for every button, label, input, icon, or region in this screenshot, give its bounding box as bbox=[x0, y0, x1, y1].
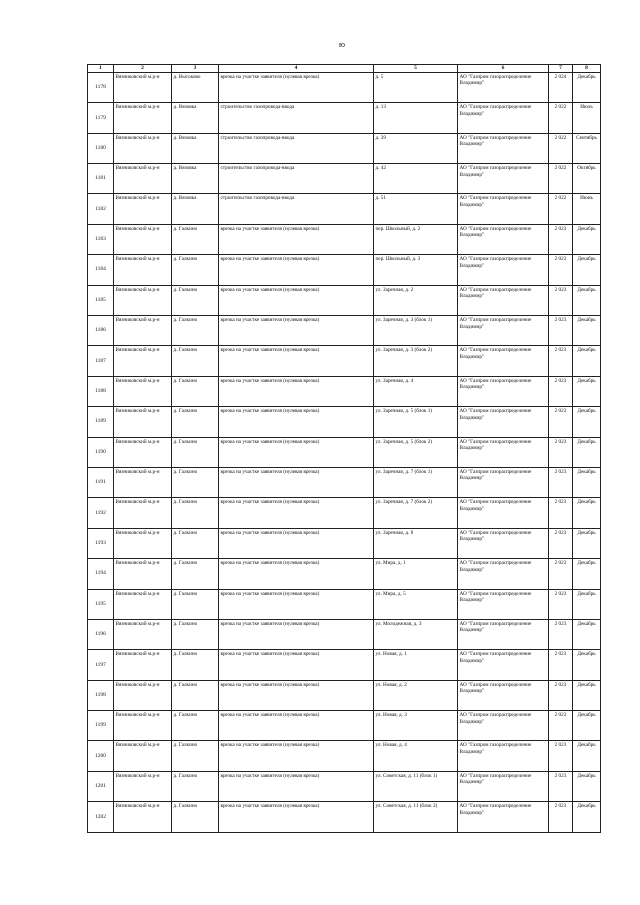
row-number-cell: 1179 bbox=[88, 103, 114, 133]
district-cell: Вязниковский м.р-н bbox=[114, 103, 172, 133]
locality-cell: д. Высоково bbox=[172, 72, 219, 102]
year-cell: 2 023 bbox=[549, 437, 573, 467]
locality-cell: д. Галкино bbox=[172, 437, 219, 467]
table-body bbox=[88, 72, 601, 832]
work-type-cell: врезка на участке заявителя (нулевая врезка) bbox=[219, 285, 374, 315]
locality-cell: д. Галкино bbox=[172, 285, 219, 315]
work-type-cell: врезка на участке заявителя (нулевая врезка) bbox=[219, 711, 374, 741]
table-row bbox=[88, 650, 601, 680]
table-row bbox=[88, 224, 601, 254]
address-cell: ул. Заречная, д. 4 bbox=[374, 376, 458, 406]
header-row bbox=[88, 65, 601, 73]
locality-cell: д. Галкино bbox=[172, 711, 219, 741]
address-cell: ул. Мира, д. 5 bbox=[374, 589, 458, 619]
table-row bbox=[88, 741, 601, 771]
address-cell: ул. Заречная, д. 2 bbox=[374, 285, 458, 315]
address-cell: ул. Новая, д. 4 bbox=[374, 741, 458, 771]
address-cell: ул. Новая, д. 3 bbox=[374, 711, 458, 741]
header-cell: 5 bbox=[374, 65, 458, 73]
address-cell: ул. Заречная, д. 8 bbox=[374, 528, 458, 558]
district-cell: Вязниковский м.р-н bbox=[114, 711, 172, 741]
organization-cell: АО "Газпром газораспределение Владимир" bbox=[458, 224, 549, 254]
month-cell: Декабрь bbox=[573, 498, 601, 528]
row-number-cell: 1196 bbox=[88, 619, 114, 649]
address-cell: ул. Новая, д. 2 bbox=[374, 680, 458, 710]
header-cell: 6 bbox=[458, 65, 549, 73]
month-cell: Октябрь bbox=[573, 164, 601, 194]
year-cell: 2 022 bbox=[549, 103, 573, 133]
year-cell: 2 024 bbox=[549, 72, 573, 102]
month-cell: Декабрь bbox=[573, 741, 601, 771]
district-cell: Вязниковский м.р-н bbox=[114, 72, 172, 102]
address-cell: д. 5 bbox=[374, 72, 458, 102]
year-cell: 2 023 bbox=[549, 802, 573, 832]
month-cell: Декабрь bbox=[573, 619, 601, 649]
header-cell: 8 bbox=[573, 65, 601, 73]
table-row bbox=[88, 437, 601, 467]
work-type-cell: врезка на участке заявителя (нулевая врезка) bbox=[219, 316, 374, 346]
table-row bbox=[88, 528, 601, 558]
organization-cell: АО "Газпром газораспределение Владимир" bbox=[458, 711, 549, 741]
district-cell: Вязниковский м.р-н bbox=[114, 407, 172, 437]
district-cell: Вязниковский м.р-н bbox=[114, 255, 172, 285]
year-cell: 2 023 bbox=[549, 224, 573, 254]
work-type-cell: врезка на участке заявителя (нулевая врезка) bbox=[219, 680, 374, 710]
row-number-cell: 1189 bbox=[88, 407, 114, 437]
year-cell: 2 023 bbox=[549, 650, 573, 680]
locality-cell: д. Галкино bbox=[172, 346, 219, 376]
address-cell: ул. Заречная, д. 5 (блок 2) bbox=[374, 437, 458, 467]
district-cell: Вязниковский м.р-н bbox=[114, 194, 172, 224]
organization-cell: АО "Газпром газораспределение Владимир" bbox=[458, 194, 549, 224]
work-type-cell: строительство газопровода-ввода bbox=[219, 194, 374, 224]
work-type-cell: врезка на участке заявителя (нулевая врезка) bbox=[219, 589, 374, 619]
locality-cell: д. Галкино bbox=[172, 741, 219, 771]
table-row bbox=[88, 619, 601, 649]
locality-cell: д. Вязовка bbox=[172, 103, 219, 133]
locality-cell: д. Галкино bbox=[172, 589, 219, 619]
address-cell: ул. Мира, д. 1 bbox=[374, 559, 458, 589]
work-type-cell: врезка на участке заявителя (нулевая врезка) bbox=[219, 255, 374, 285]
header-cell: 4 bbox=[219, 65, 374, 73]
table-row bbox=[88, 194, 601, 224]
row-number-cell: 1187 bbox=[88, 346, 114, 376]
year-cell: 2 023 bbox=[549, 711, 573, 741]
address-cell: ул. Новая, д. 1 bbox=[374, 650, 458, 680]
address-cell: ул. Заречная, д. 7 (блок 1) bbox=[374, 467, 458, 497]
month-cell: Декабрь bbox=[573, 650, 601, 680]
table-row bbox=[88, 680, 601, 710]
row-number-cell: 1198 bbox=[88, 680, 114, 710]
work-type-cell: врезка на участке заявителя (нулевая врезка) bbox=[219, 650, 374, 680]
month-cell: Декабрь bbox=[573, 680, 601, 710]
locality-cell: д. Галкино bbox=[172, 255, 219, 285]
header-cell: 3 bbox=[172, 65, 219, 73]
locality-cell: д. Галкино bbox=[172, 498, 219, 528]
organization-cell: АО "Газпром газораспределение Владимир" bbox=[458, 164, 549, 194]
year-cell: 2 023 bbox=[549, 528, 573, 558]
work-type-cell: врезка на участке заявителя (нулевая врезка) bbox=[219, 437, 374, 467]
year-cell: 2 023 bbox=[549, 589, 573, 619]
work-type-cell: строительство газопровода-ввода bbox=[219, 164, 374, 194]
table-row bbox=[88, 407, 601, 437]
row-number-cell: 1188 bbox=[88, 376, 114, 406]
table-row bbox=[88, 72, 601, 102]
organization-cell: АО "Газпром газораспределение Владимир" bbox=[458, 741, 549, 771]
row-number-cell: 1190 bbox=[88, 437, 114, 467]
year-cell: 2 023 bbox=[549, 285, 573, 315]
district-cell: Вязниковский м.р-н bbox=[114, 680, 172, 710]
row-number-cell: 1197 bbox=[88, 650, 114, 680]
locality-cell: д. Вязовка bbox=[172, 164, 219, 194]
work-type-cell: врезка на участке заявителя (нулевая врезка) bbox=[219, 224, 374, 254]
year-cell: 2 023 bbox=[549, 467, 573, 497]
month-cell: Декабрь bbox=[573, 285, 601, 315]
work-type-cell: врезка на участке заявителя (нулевая врезка) bbox=[219, 802, 374, 832]
district-cell: Вязниковский м.р-н bbox=[114, 133, 172, 163]
row-number-cell: 1195 bbox=[88, 589, 114, 619]
month-cell: Июль bbox=[573, 103, 601, 133]
organization-cell: АО "Газпром газораспределение Владимир" bbox=[458, 72, 549, 102]
table-row bbox=[88, 711, 601, 741]
organization-cell: АО "Газпром газораспределение Владимир" bbox=[458, 133, 549, 163]
organization-cell: АО "Газпром газораспределение Владимир" bbox=[458, 498, 549, 528]
work-type-cell: врезка на участке заявителя (нулевая врезка) bbox=[219, 498, 374, 528]
year-cell: 2 023 bbox=[549, 619, 573, 649]
district-cell: Вязниковский м.р-н bbox=[114, 316, 172, 346]
year-cell: 2 022 bbox=[549, 133, 573, 163]
work-type-cell: врезка на участке заявителя (нулевая врезка) bbox=[219, 346, 374, 376]
organization-cell: АО "Газпром газораспределение Владимир" bbox=[458, 528, 549, 558]
year-cell: 2 023 bbox=[549, 559, 573, 589]
organization-cell: АО "Газпром газораспределение Владимир" bbox=[458, 589, 549, 619]
row-number-cell: 1201 bbox=[88, 771, 114, 801]
table-row bbox=[88, 498, 601, 528]
year-cell: 2 023 bbox=[549, 346, 573, 376]
district-cell: Вязниковский м.р-н bbox=[114, 619, 172, 649]
locality-cell: д. Галкино bbox=[172, 619, 219, 649]
organization-cell: АО "Газпром газораспределение Владимир" bbox=[458, 802, 549, 832]
locality-cell: д. Галкино bbox=[172, 467, 219, 497]
year-cell: 2 023 bbox=[549, 255, 573, 285]
table-row bbox=[88, 133, 601, 163]
district-cell: Вязниковский м.р-н bbox=[114, 559, 172, 589]
table-row bbox=[88, 164, 601, 194]
month-cell: Декабрь bbox=[573, 437, 601, 467]
year-cell: 2 023 bbox=[549, 771, 573, 801]
table-row bbox=[88, 589, 601, 619]
work-type-cell: врезка на участке заявителя (нулевая врезка) bbox=[219, 72, 374, 102]
month-cell: Декабрь bbox=[573, 802, 601, 832]
month-cell: Декабрь bbox=[573, 316, 601, 346]
district-cell: Вязниковский м.р-н bbox=[114, 802, 172, 832]
table-row bbox=[88, 467, 601, 497]
row-number-cell: 1182 bbox=[88, 194, 114, 224]
table-row bbox=[88, 376, 601, 406]
month-cell: Декабрь bbox=[573, 255, 601, 285]
month-cell: Декабрь bbox=[573, 224, 601, 254]
district-cell: Вязниковский м.р-н bbox=[114, 528, 172, 558]
address-cell: д. 51 bbox=[374, 194, 458, 224]
row-number-cell: 1185 bbox=[88, 285, 114, 315]
district-cell: Вязниковский м.р-н bbox=[114, 771, 172, 801]
header-cell: 1 bbox=[88, 65, 114, 73]
month-cell: Декабрь bbox=[573, 589, 601, 619]
work-type-cell: врезка на участке заявителя (нулевая врезка) bbox=[219, 771, 374, 801]
district-cell: Вязниковский м.р-н bbox=[114, 437, 172, 467]
district-cell: Вязниковский м.р-н bbox=[114, 589, 172, 619]
month-cell: Декабрь bbox=[573, 559, 601, 589]
year-cell: 2 023 bbox=[549, 680, 573, 710]
row-number-cell: 1191 bbox=[88, 467, 114, 497]
locality-cell: д. Галкино bbox=[172, 528, 219, 558]
header-cell: 7 bbox=[549, 65, 573, 73]
organization-cell: АО "Газпром газораспределение Владимир" bbox=[458, 346, 549, 376]
organization-cell: АО "Газпром газораспределение Владимир" bbox=[458, 376, 549, 406]
locality-cell: д. Галкино bbox=[172, 650, 219, 680]
work-type-cell: врезка на участке заявителя (нулевая врезка) bbox=[219, 559, 374, 589]
month-cell: Декабрь bbox=[573, 346, 601, 376]
work-type-cell: строительство газопровода-ввода bbox=[219, 133, 374, 163]
row-number-cell: 1180 bbox=[88, 133, 114, 163]
address-cell: ул. Заречная, д. 7 (блок 2) bbox=[374, 498, 458, 528]
table-row bbox=[88, 255, 601, 285]
month-cell: Декабрь bbox=[573, 771, 601, 801]
district-cell: Вязниковский м.р-н bbox=[114, 498, 172, 528]
address-cell: ул. Заречная, д. 3 (блок 1) bbox=[374, 316, 458, 346]
organization-cell: АО "Газпром газораспределение Владимир" bbox=[458, 467, 549, 497]
page-mark: ю bbox=[339, 40, 345, 49]
district-cell: Вязниковский м.р-н bbox=[114, 285, 172, 315]
month-cell: Июнь bbox=[573, 194, 601, 224]
month-cell: Декабрь bbox=[573, 528, 601, 558]
address-cell: д. 39 bbox=[374, 133, 458, 163]
table-row bbox=[88, 559, 601, 589]
month-cell: Декабрь bbox=[573, 407, 601, 437]
table-row bbox=[88, 316, 601, 346]
row-number-cell: 1194 bbox=[88, 559, 114, 589]
locality-cell: д. Галкино bbox=[172, 771, 219, 801]
organization-cell: АО "Газпром газораспределение Владимир" bbox=[458, 103, 549, 133]
address-cell: пер. Школьный, д. 3 bbox=[374, 255, 458, 285]
district-cell: Вязниковский м.р-н bbox=[114, 224, 172, 254]
organization-cell: АО "Газпром газораспределение Владимир" bbox=[458, 316, 549, 346]
year-cell: 2 023 bbox=[549, 407, 573, 437]
row-number-cell: 1200 bbox=[88, 741, 114, 771]
work-type-cell: врезка на участке заявителя (нулевая врезка) bbox=[219, 376, 374, 406]
organization-cell: АО "Газпром газораспределение Владимир" bbox=[458, 771, 549, 801]
month-cell: Декабрь bbox=[573, 467, 601, 497]
address-cell: ул. Советская, д. 11 (блок 2) bbox=[374, 802, 458, 832]
address-cell: д. 42 bbox=[374, 164, 458, 194]
work-type-cell: врезка на участке заявителя (нулевая врезка) bbox=[219, 467, 374, 497]
row-number-cell: 1178 bbox=[88, 72, 114, 102]
address-cell: ул. Заречная, д. 5 (блок 1) bbox=[374, 407, 458, 437]
year-cell: 2 022 bbox=[549, 164, 573, 194]
organization-cell: АО "Газпром газораспределение Владимир" bbox=[458, 437, 549, 467]
work-type-cell: врезка на участке заявителя (нулевая врезка) bbox=[219, 741, 374, 771]
table-row bbox=[88, 285, 601, 315]
organization-cell: АО "Газпром газораспределение Владимир" bbox=[458, 407, 549, 437]
month-cell: Декабрь bbox=[573, 72, 601, 102]
row-number-cell: 1184 bbox=[88, 255, 114, 285]
district-cell: Вязниковский м.р-н bbox=[114, 741, 172, 771]
address-cell: ул. Советская, д. 11 (блок 1) bbox=[374, 771, 458, 801]
year-cell: 2 023 bbox=[549, 316, 573, 346]
year-cell: 2 023 bbox=[549, 741, 573, 771]
organization-cell: АО "Газпром газораспределение Владимир" bbox=[458, 255, 549, 285]
month-cell: Декабрь bbox=[573, 376, 601, 406]
district-cell: Вязниковский м.р-н bbox=[114, 164, 172, 194]
organization-cell: АО "Газпром газораспределение Владимир" bbox=[458, 650, 549, 680]
row-number-cell: 1193 bbox=[88, 528, 114, 558]
work-type-cell: строительство газопровода-ввода bbox=[219, 103, 374, 133]
row-number-cell: 1183 bbox=[88, 224, 114, 254]
row-number-cell: 1186 bbox=[88, 316, 114, 346]
header-cell: 2 bbox=[114, 65, 172, 73]
year-cell: 2 023 bbox=[549, 498, 573, 528]
table-row bbox=[88, 771, 601, 801]
district-cell: Вязниковский м.р-н bbox=[114, 376, 172, 406]
organization-cell: АО "Газпром газораспределение Владимир" bbox=[458, 680, 549, 710]
locality-cell: д. Вязовка bbox=[172, 194, 219, 224]
address-cell: ул. Заречная, д. 3 (блок 2) bbox=[374, 346, 458, 376]
district-cell: Вязниковский м.р-н bbox=[114, 467, 172, 497]
work-type-cell: врезка на участке заявителя (нулевая врезка) bbox=[219, 528, 374, 558]
row-number-cell: 1181 bbox=[88, 164, 114, 194]
organization-cell: АО "Газпром газораспределение Владимир" bbox=[458, 559, 549, 589]
locality-cell: д. Галкино bbox=[172, 559, 219, 589]
locality-cell: д. Галкино bbox=[172, 224, 219, 254]
year-cell: 2 022 bbox=[549, 194, 573, 224]
table-row bbox=[88, 103, 601, 133]
row-number-cell: 1192 bbox=[88, 498, 114, 528]
table-row bbox=[88, 346, 601, 376]
month-cell: Декабрь bbox=[573, 711, 601, 741]
year-cell: 2 023 bbox=[549, 376, 573, 406]
organization-cell: АО "Газпром газораспределение Владимир" bbox=[458, 619, 549, 649]
work-type-cell: врезка на участке заявителя (нулевая врезка) bbox=[219, 407, 374, 437]
locality-cell: д. Галкино bbox=[172, 680, 219, 710]
address-cell: пер. Школьный, д. 2 bbox=[374, 224, 458, 254]
address-cell: д. 13 bbox=[374, 103, 458, 133]
table-row bbox=[88, 802, 601, 832]
gasification-table bbox=[87, 64, 601, 833]
locality-cell: д. Вязовка bbox=[172, 133, 219, 163]
locality-cell: д. Галкино bbox=[172, 316, 219, 346]
work-type-cell: врезка на участке заявителя (нулевая врезка) bbox=[219, 619, 374, 649]
address-cell: ул. Молодежная, д. 3 bbox=[374, 619, 458, 649]
organization-cell: АО "Газпром газораспределение Владимир" bbox=[458, 285, 549, 315]
district-cell: Вязниковский м.р-н bbox=[114, 346, 172, 376]
locality-cell: д. Галкино bbox=[172, 407, 219, 437]
row-number-cell: 1202 bbox=[88, 802, 114, 832]
month-cell: Сентябрь bbox=[573, 133, 601, 163]
row-number-cell: 1199 bbox=[88, 711, 114, 741]
district-cell: Вязниковский м.р-н bbox=[114, 650, 172, 680]
locality-cell: д. Галкино bbox=[172, 802, 219, 832]
locality-cell: д. Галкино bbox=[172, 376, 219, 406]
